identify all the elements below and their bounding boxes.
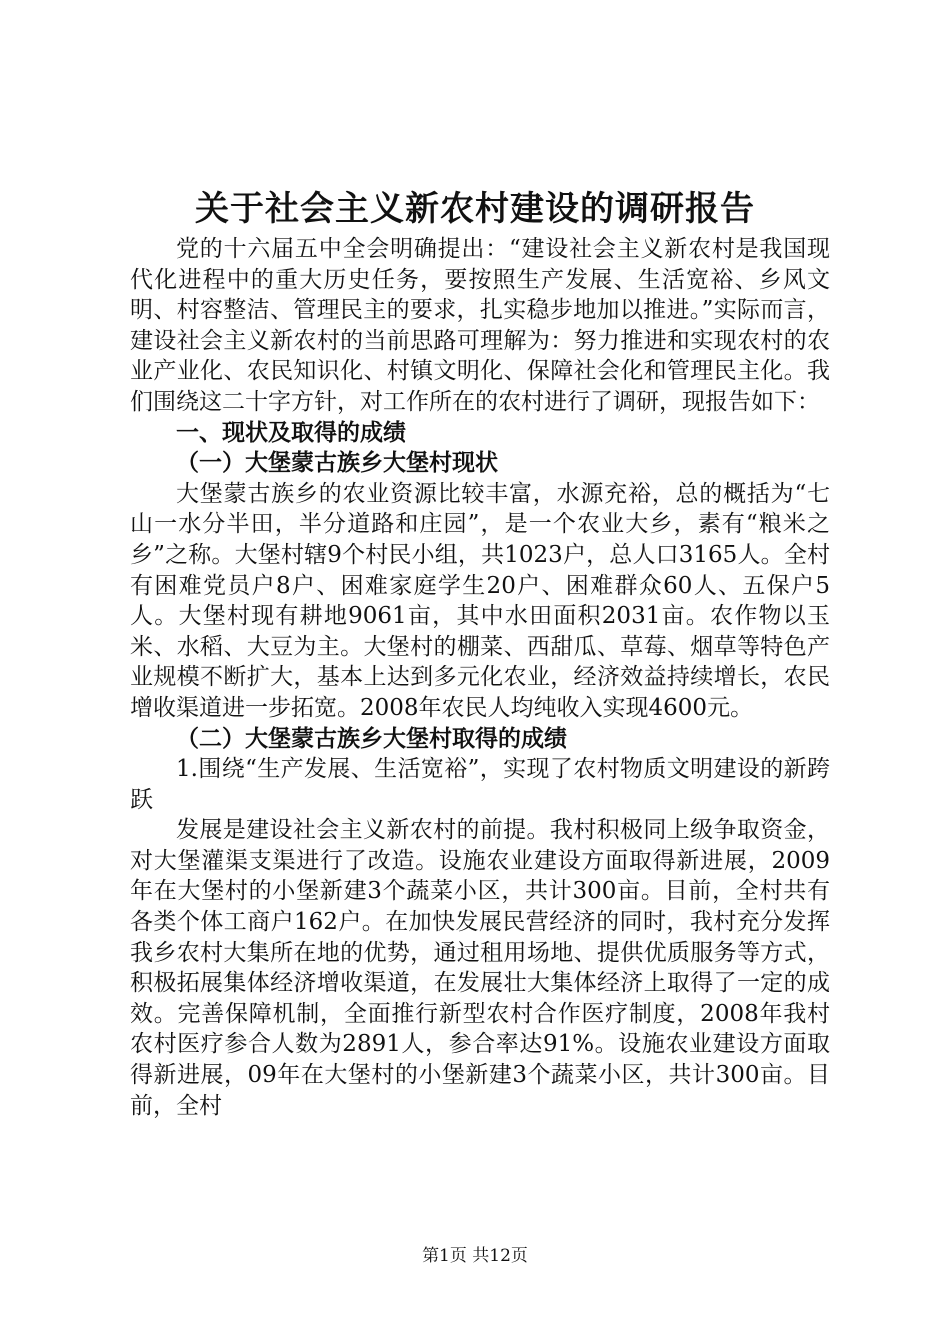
page-footer: 第1页 共12页	[422, 1246, 528, 1266]
intro-paragraph: 党的十六届五中全会明确提出：“建设社会主义新农村是我国现代化进程中的重大历史任务，要按照生产发展、生活宽裕、乡风文明、村容整洁、管理民主的要求，扎实稳步地加以推进。”实际而言，建设社会主义新农村的当前思路可理解为：努力推进和实现农村的农业产业化、农民知识化、村镇文明化、保障社会化和管理民主化。我们围绕这二十字方针，对工作所在的农村进行了调研，现报告如下：	[130, 236, 830, 415]
section-heading-status: 一、现状及取得的成绩	[176, 418, 406, 446]
subsection-heading-achievements: （二）大堡蒙古族乡大堡村取得的成绩	[176, 724, 567, 752]
development-paragraph: 发展是建设社会主义新农村的前提。我村积极同上级争取资金，对大堡灌渠支渠进行了改造。设施农业建设方面取得新进展，2009年在大堡村的小堡新建3个蔬菜小区，共计300亩。目前，全村共有各类个体工商户162户。在加快发展民营经济的同时，我村充分发挥我乡农村大集所在地的优势，通过租用场地、提供优质服务等方式，积极拓展集体经济增收渠道，在发展壮大集体经济上取得了一定的成效。完善保障机制，全面推行新型农村合作医疗制度，2008年我村农村医疗参合人数为2891人，参合率达91%。设施农业建设方面取得新进展，09年在大堡村的小堡新建3个蔬菜小区，共计300亩。目前，全村	[130, 817, 830, 1119]
achievement-item-1: 1.围绕“生产发展、生活宽裕”，实现了农村物质文明建设的新跨跃	[130, 756, 830, 813]
current-state-paragraph: 大堡蒙古族乡的农业资源比较丰富，水源充裕，总的概括为“七山一水分半田，半分道路和庄园”，是一个农业大乡，素有“粮米之乡”之称。大堡村辖9个村民小组，共1023户，总人口3165人。全村有困难党员户8户、困难家庭学生20户、困难群众60人、五保户5人。大堡村现有耕地9061亩，其中水田面积2031亩。农作物以玉米、水稻、大豆为主。大堡村的棚菜、西甜瓜、草莓、烟草等特色产业规模不断扩大，基本上达到多元化农业，经济效益持续增长，农民增收渠道进一步拓宽。2008年农民人均纯收入实现4600元。	[130, 480, 830, 721]
subsection-heading-current-state: （一）大堡蒙古族乡大堡村现状	[176, 449, 498, 477]
document-body	[130, 234, 830, 1121]
document-title: 关于社会主义新农村建设的调研报告	[195, 189, 755, 229]
